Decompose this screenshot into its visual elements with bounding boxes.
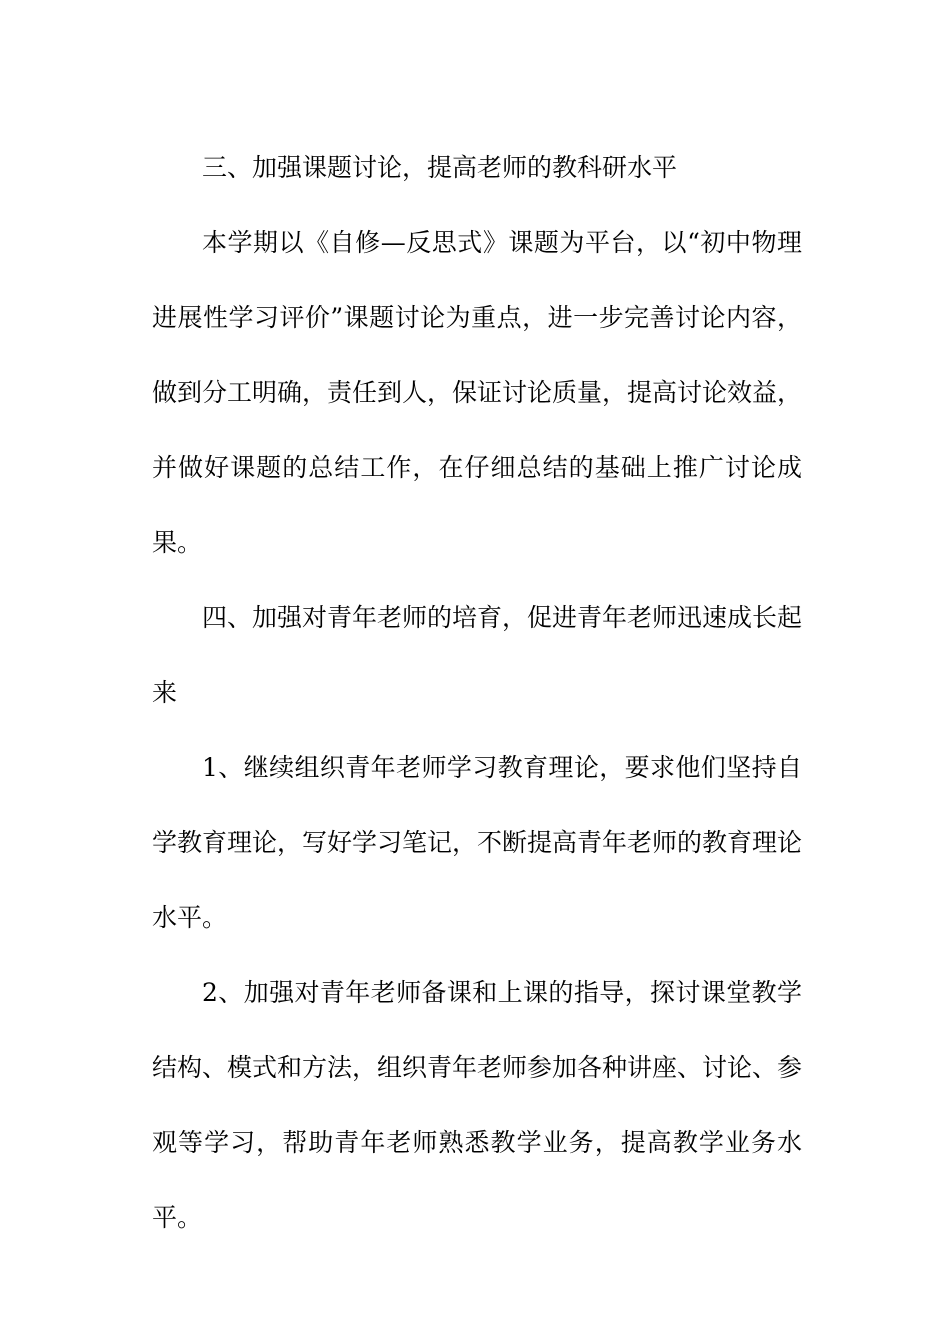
- section-heading-3: 三、加强课题讨论，提高老师的教科研水平: [202, 153, 678, 182]
- section-heading-4: 四、加强对青年老师的培育，促进青年老师迅速成长起来: [152, 603, 803, 707]
- list-item-1: 1、继续组织青年老师学习教育理论，要求他们坚持自学教育理论，写好学习笔记，不断提高青年老师的教育理论水平。: [152, 753, 803, 932]
- list-item-2: 2、加强对青年老师备课和上课的指导，探讨课堂教学结构、模式和方法，组织青年老师参加各种讲座、讨论、参观等学习，帮助青年老师熟悉教学业务，提高教学业务水平。: [152, 978, 803, 1232]
- paragraph-research-project: 本学期以《自修—反思式》课题为平台，以“初中物理进展性学习评价”课题讨论为重点，进一步完善讨论内容，做到分工明确，责任到人，保证讨论质量，提高讨论效益，并做好课题的总结工作，在仔细总结的基础上推广讨论成果。: [152, 228, 803, 557]
- document-body: [152, 130, 802, 1255]
